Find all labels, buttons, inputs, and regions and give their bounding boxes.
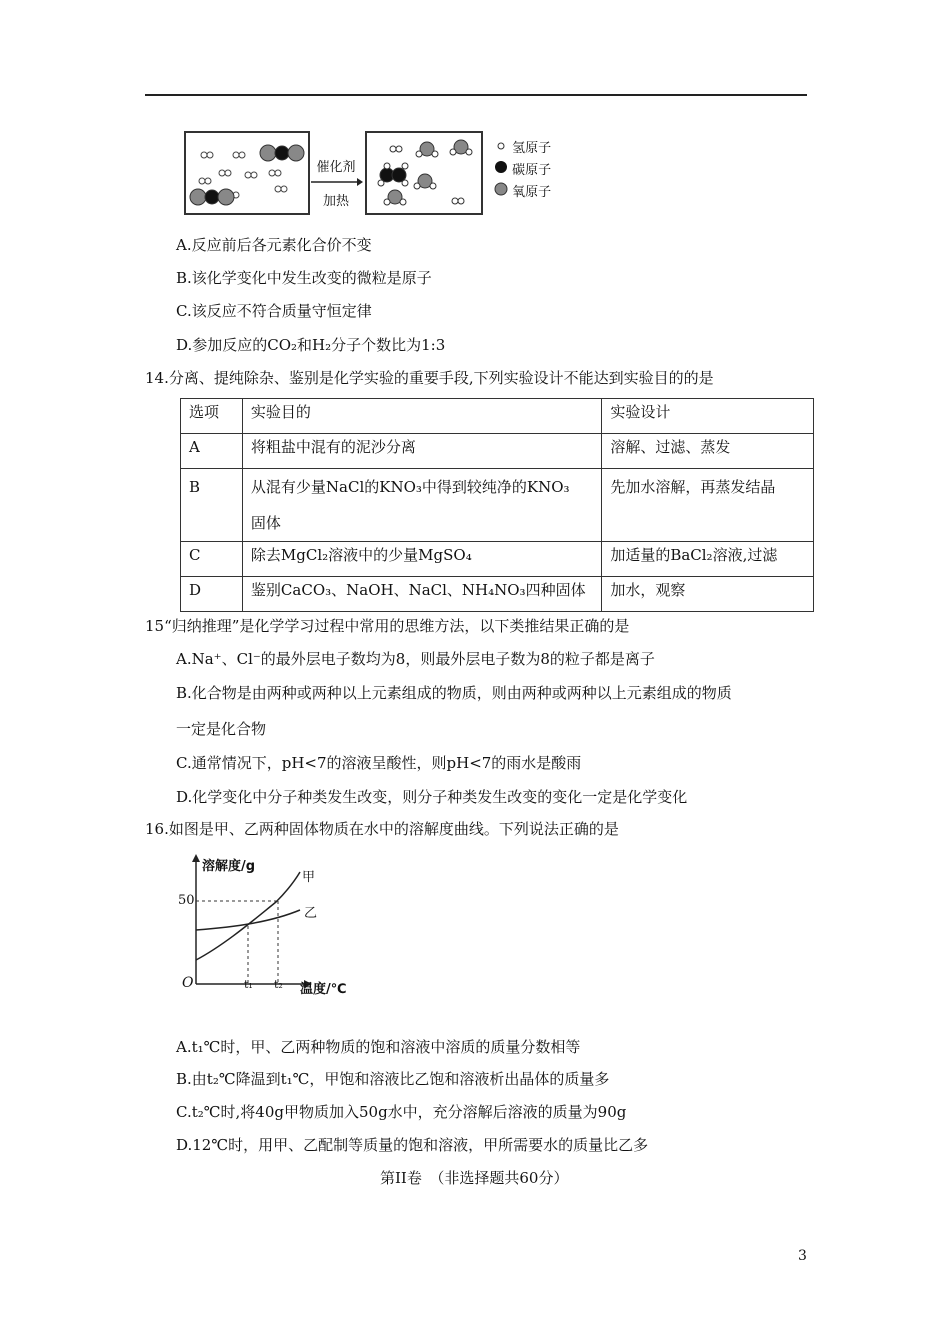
series-jia-label: 甲 <box>302 870 316 885</box>
q15-stem: 15“归纳推理”是化学学习过程中常用的思维方法，以下类推结果正确的是 <box>145 617 630 635</box>
q13-option-c: C.该反应不符合质量守恒定律 <box>176 302 372 320</box>
table-row: C 除去MgCl₂溶液中的少量MgSO₄ 加适量的BaCl₂溶液,过滤 <box>181 542 814 577</box>
legend-hydrogen: 氢原子 <box>494 138 551 160</box>
section-title: 第II卷 （非选择题共60分） <box>380 1169 569 1187</box>
solubility-graph <box>176 852 366 1002</box>
series-yi-label: 乙 <box>304 906 318 921</box>
q16-stem: 16.如图是甲、乙两种固体物质在水中的溶解度曲线。下列说法正确的是 <box>145 820 619 838</box>
q15-option-b: B.化合物是由两种或两种以上元素组成的物质，则由两种或两种以上元素组成的物质 <box>176 684 732 702</box>
header-design: 实验设计 <box>602 399 814 434</box>
header-purpose: 实验目的 <box>242 399 601 434</box>
q15-option-b-cont: 一定是化合物 <box>176 720 267 738</box>
arrow-bottom-label: 加热 <box>322 194 349 209</box>
table-row: B 从混有少量NaCl的KNO₃中得到较纯净的KNO₃ 固体 先加水溶解，再蒸发结晶 <box>181 469 814 542</box>
reactants-box <box>184 131 310 215</box>
arrow-top-label: 催化剂 <box>316 160 356 175</box>
hydrogen-atom-icon <box>494 140 508 152</box>
q15-option-a: A.Na⁺、Cl⁻的最外层电子数均为8，则最外层电子数为8的粒子都是离子 <box>176 650 655 668</box>
atom-legend <box>494 138 551 204</box>
arrow-icon <box>309 178 363 186</box>
q16-option-a: A.t₁℃时，甲、乙两种物质的饱和溶液中溶质的质量分数相等 <box>176 1038 581 1056</box>
products-box <box>365 131 483 215</box>
q15-option-c: C.通常情况下，pH<7的溶液呈酸性，则pH<7的雨水是酸雨 <box>176 754 582 772</box>
q15-option-d: D.化学变化中分子种类发生改变，则分子种类发生改变的变化一定是化学变化 <box>176 788 688 806</box>
experiment-table <box>180 398 814 612</box>
reaction-arrow <box>309 156 363 209</box>
table-header-row <box>181 399 814 434</box>
y-tick-50: 50 <box>178 893 195 908</box>
table-row: D 鉴别CaCO₃、NaOH、NaCl、NH₄NO₃四种固体 加水，观察 <box>181 577 814 612</box>
y-axis-label: 溶解度/g <box>202 859 256 874</box>
x-tick-t1: t₁ <box>244 978 253 991</box>
page-number: 3 <box>798 1248 807 1264</box>
q13-option-d: D.参加反应的CO₂和H₂分子个数比为1:3 <box>176 336 446 354</box>
q13-option-b: B.该化学变化中发生改变的微粒是原子 <box>176 269 432 287</box>
x-axis-label: 温度/℃ <box>300 982 347 997</box>
header-option: 选项 <box>181 399 243 434</box>
oxygen-atom-icon <box>494 182 508 196</box>
q13-option-a: A.反应前后各元素化合价不变 <box>176 236 372 254</box>
q16-option-b: B.由t₂℃降温到t₁℃，甲饱和溶液比乙饱和溶液析出晶体的质量多 <box>176 1070 610 1088</box>
header-rule <box>145 94 807 96</box>
table-row: A 将粗盐中混有的泥沙分离 溶解、过滤、蒸发 <box>181 434 814 469</box>
q14-stem: 14.分离、提纯除杂、鉴别是化学实验的重要手段,下列实验设计不能达到实验目的的是 <box>145 369 714 387</box>
carbon-atom-icon <box>494 160 508 174</box>
legend-carbon: 碳原子 <box>494 160 551 182</box>
q16-option-d: D.12℃时，用甲、乙配制等质量的饱和溶液，甲所需要水的质量比乙多 <box>176 1136 649 1154</box>
x-tick-t2: t₂ <box>274 978 283 991</box>
legend-oxygen: 氧原子 <box>494 182 551 204</box>
q16-option-c: C.t₂℃时,将40g甲物质加入50g水中，充分溶解后溶液的质量为90g <box>176 1103 627 1121</box>
y-axis-arrow-icon <box>192 854 200 862</box>
origin-label: O <box>182 975 194 991</box>
